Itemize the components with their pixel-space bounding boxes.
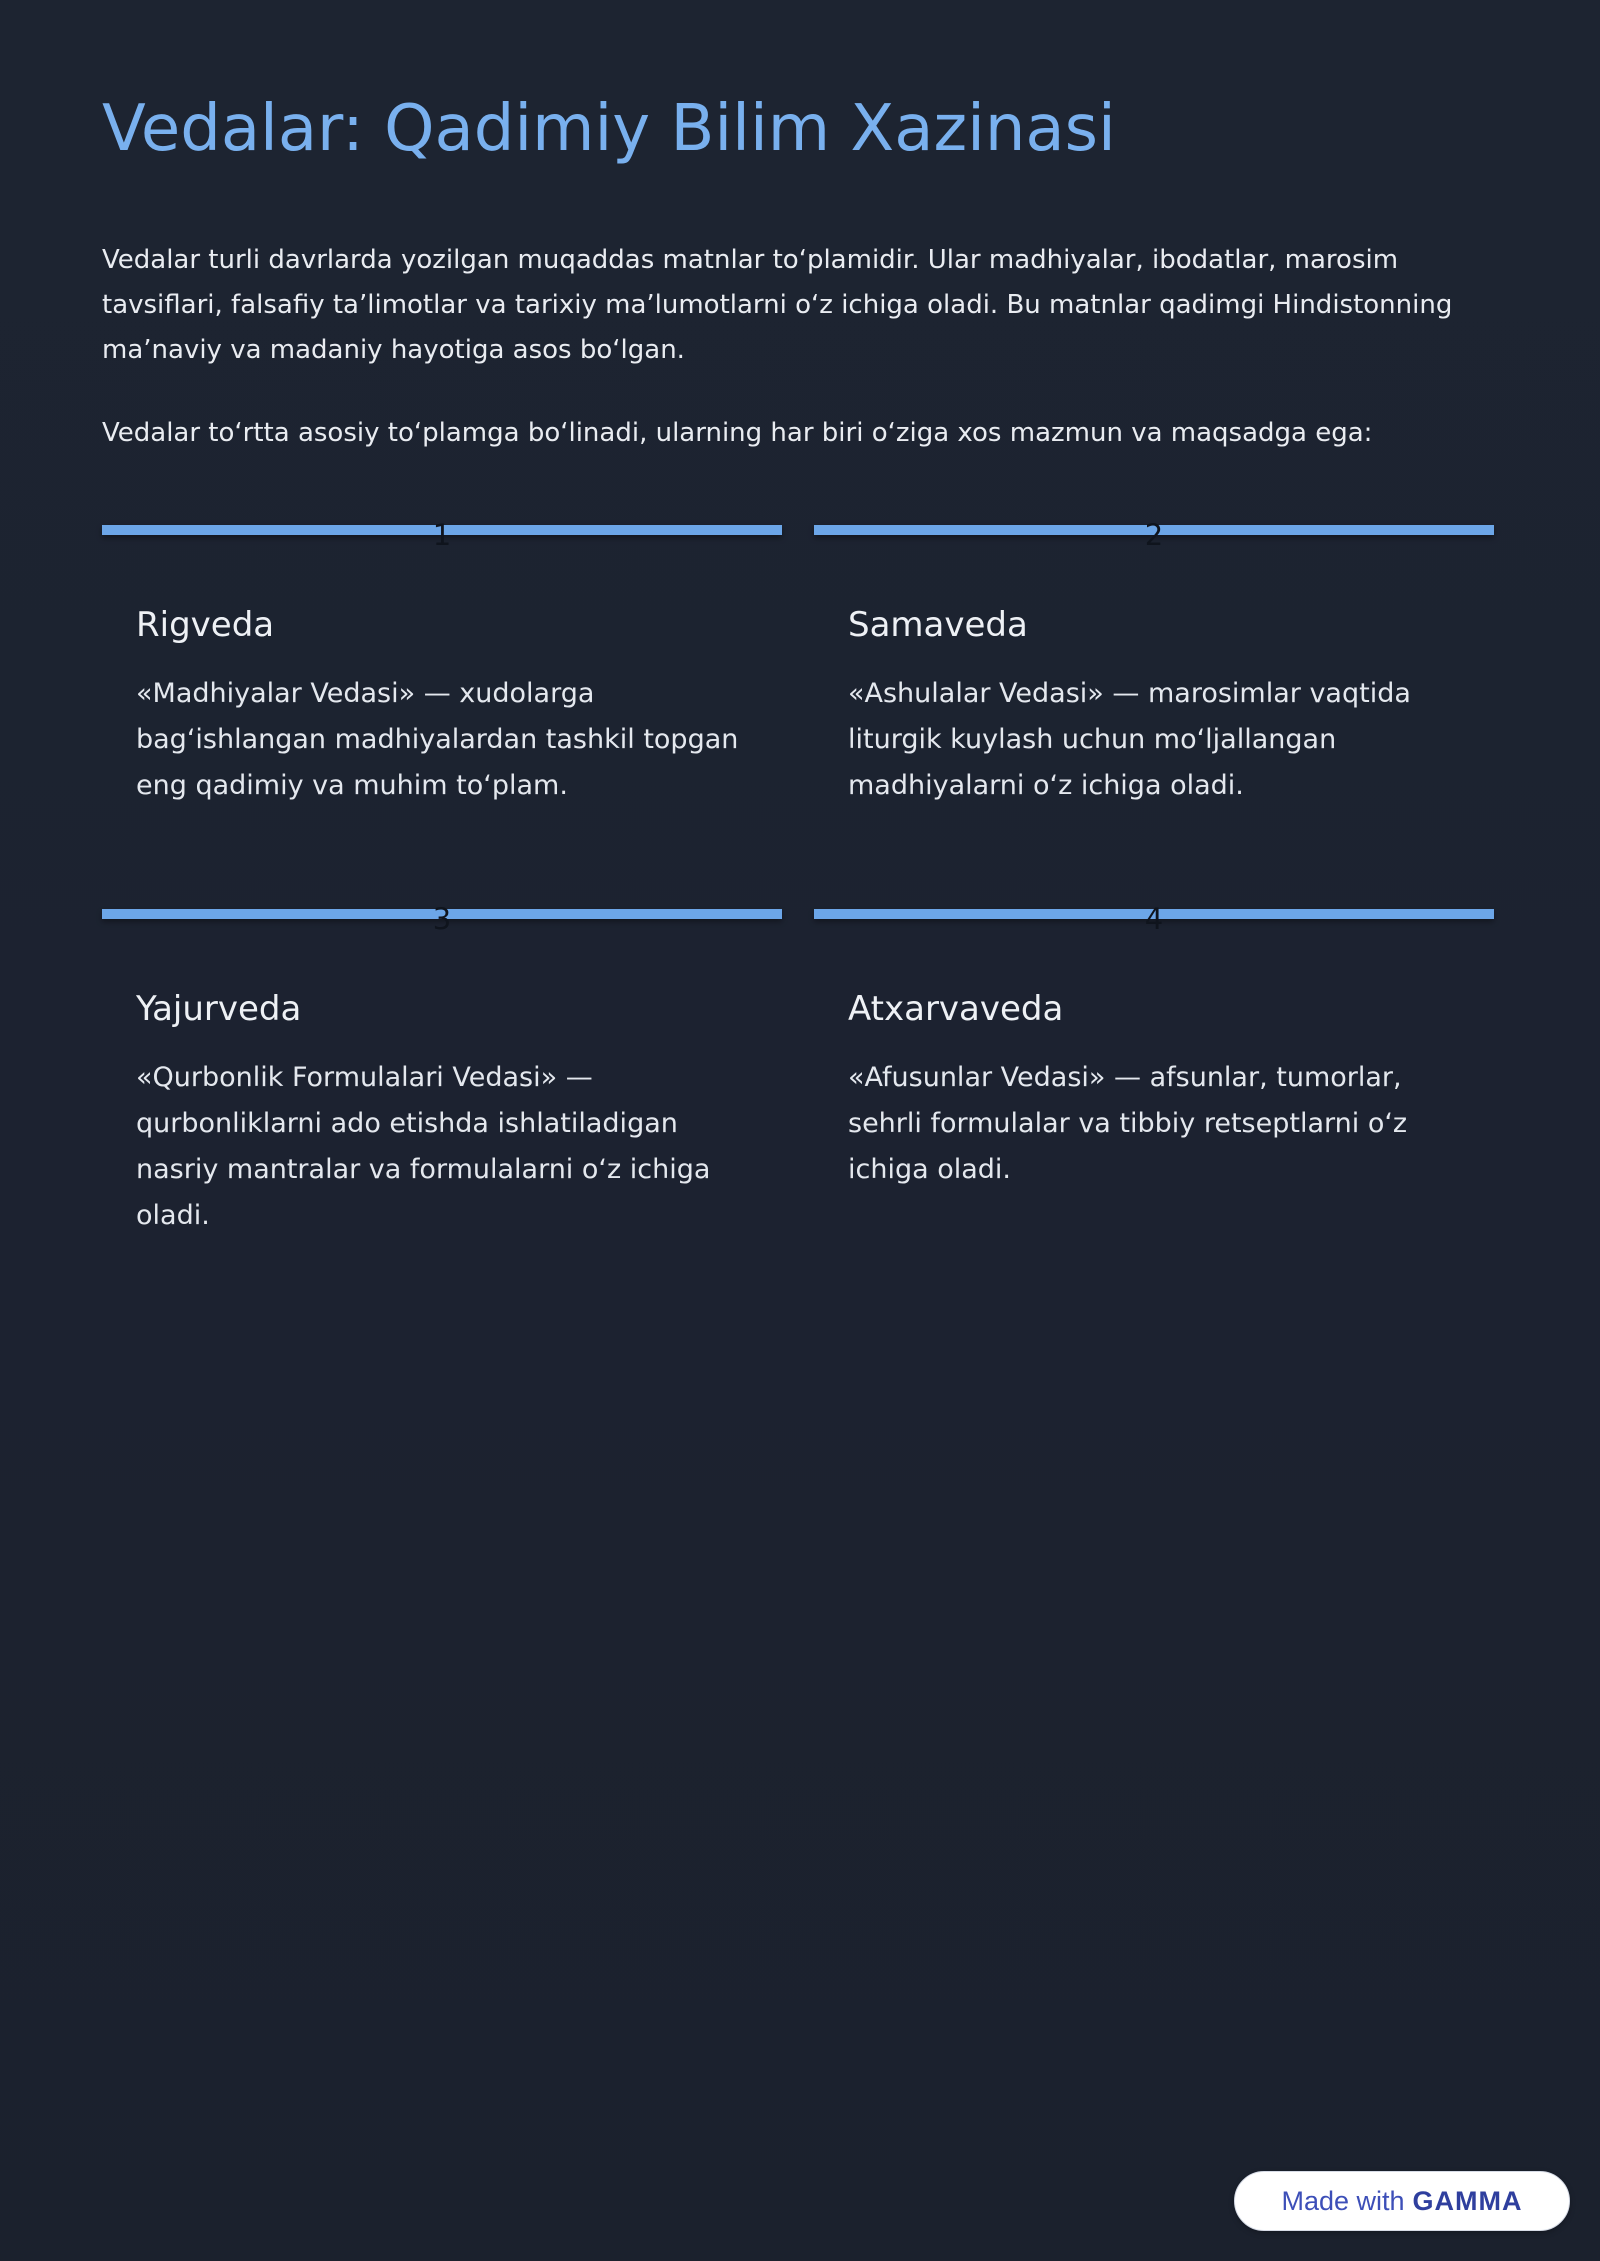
- gamma-logo: GAMMA: [1412, 2185, 1523, 2216]
- intro-summary: Vedalar to‘rtta asosiy to‘plamga bo‘linadi, ularning har biri o‘ziga xos mazmun va maqsadga ega:: [102, 418, 1373, 448]
- card-number: 4: [1144, 902, 1164, 936]
- card-heading: Yajurveda: [136, 989, 302, 1029]
- page-title: Vedalar: Qadimiy Bilim Xazinasi: [102, 92, 1116, 166]
- intro-paragraph: Vedalar turli davrlarda yozilgan muqaddas matnlar to‘plamidir. Ular madhiyalar, ibodatlar, marosim tavsiflari, falsafiy ta’limotlar va tarixiy ma’lumotlarni o‘z ichiga oladi. Bu matnlar qadimgi Hindistonning ma’naviy va madaniy hayotiga asos bo‘lgan.: [102, 245, 1453, 365]
- card-heading: Atxarvaveda: [848, 989, 1064, 1029]
- card-number: 2: [1144, 518, 1164, 552]
- badge-made-with-label: Made with: [1281, 2185, 1405, 2216]
- card-number: 1: [432, 518, 452, 552]
- card-number: 3: [432, 902, 452, 936]
- card-heading: Samaveda: [848, 605, 1028, 645]
- card-description: «Madhiyalar Vedasi» — xudolarga bag‘ishlangan madhiyalardan tashkil topgan eng qadimiy va muhim to‘plam.: [136, 678, 739, 801]
- card-description: «Ashulalar Vedasi» — marosimlar vaqtida liturgik kuylash uchun mo‘ljallangan madhiyalarni o‘z ichiga oladi.: [848, 678, 1411, 801]
- card-description: «Afusunlar Vedasi» — afsunlar, tumorlar, sehrli formulalar va tibbiy retseptlarni o‘z ichiga oladi.: [848, 1062, 1408, 1185]
- card-description: «Qurbonlik Formulalari Vedasi» — qurbonliklarni ado etishda ishlatiladigan nasriy mantralar va formulalarni o‘z ichiga oladi.: [136, 1062, 711, 1231]
- made-with-gamma-badge[interactable]: [1234, 2171, 1570, 2231]
- card-heading: Rigveda: [136, 605, 275, 645]
